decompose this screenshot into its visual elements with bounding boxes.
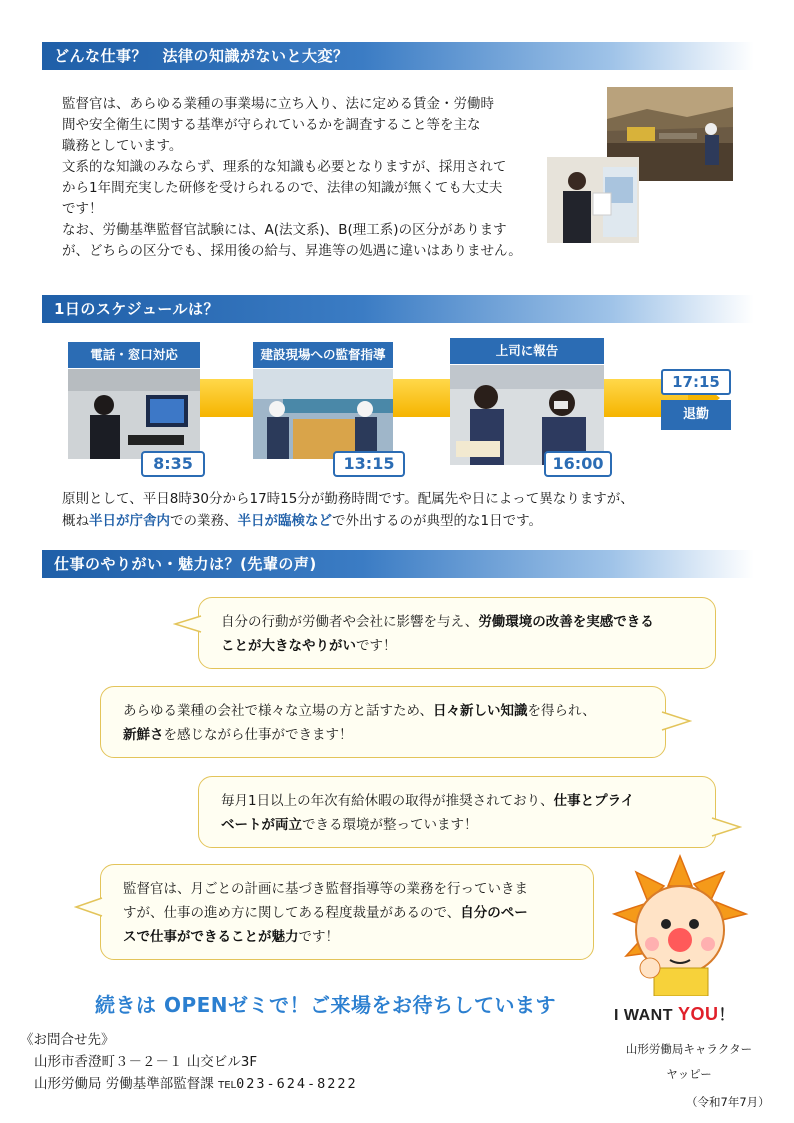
job-line: 文系的な知識のみならず、理系的な知識も必要となりますが、採用されて — [62, 159, 507, 175]
i-want-you-slogan — [614, 1002, 735, 1025]
bubble-tail — [710, 816, 742, 838]
voice-bubble — [198, 776, 716, 848]
summary-highlight: 半日が臨検など — [237, 513, 332, 529]
summary-text: での業務、 — [170, 513, 238, 529]
voice-text: あらゆる業種の会社で様々な立場の方と話すため、 — [123, 703, 433, 719]
voice-bubble — [198, 597, 716, 669]
section-heading-rewards: 仕事のやりがい・魅力は？(先輩の声) — [42, 550, 754, 578]
schedule-time-badge: 16:00 — [544, 451, 612, 477]
voice-emphasis: 自分のペー — [460, 905, 528, 921]
contact-office-line — [20, 1073, 358, 1097]
summary-text: 概ね — [62, 513, 89, 529]
summary-text: で外出するのが典型的な1日です。 — [332, 513, 543, 529]
job-description — [62, 94, 552, 262]
issue-date: （令和7年7月） — [686, 1095, 770, 1109]
voice-emphasis: 労働環境の改善を実感できる — [478, 614, 654, 630]
section-heading-schedule: 1日のスケジュールは？ — [42, 295, 754, 323]
job-line: が、どちらの区分でも、採用後の給与、昇進等の処遇に違いはありません。 — [62, 243, 522, 259]
summary-highlight: 半日が庁舎内 — [89, 513, 170, 529]
bubble-tail — [173, 614, 203, 634]
character-caption: 山形労働局キャラクター — [625, 1042, 753, 1056]
yappy-mascot — [606, 852, 754, 996]
voice-text: できる環境が整っています！ — [302, 817, 478, 833]
voice-text: を得られ、 — [527, 703, 596, 719]
contact-block — [20, 1029, 358, 1097]
voice-emphasis: スで仕事ができることが魅力 — [123, 929, 299, 945]
slogan-text: I WANT — [614, 1007, 678, 1024]
section-heading-job: どんな仕事？ 法律の知識がないと大変？ — [42, 42, 754, 70]
contact-address: 山形市香澄町３－２－１ 山交ビル3F — [34, 1054, 258, 1070]
job-line: 監督官は、あらゆる業種の事業場に立ち入り、法に定める賃金・労働時 — [62, 96, 494, 112]
voice-text: を感じながら仕事ができます！ — [163, 727, 353, 743]
construction-inspection-photo — [253, 369, 393, 459]
voice-emphasis: ことが大きなやりがい — [221, 638, 356, 654]
voice-bubble — [100, 864, 594, 960]
voice-emphasis: 新鮮さ — [123, 727, 164, 743]
job-line: 職務としています。 — [62, 138, 183, 154]
job-line: です！ — [62, 201, 103, 217]
schedule-time-badge: 13:15 — [333, 451, 405, 477]
voice-emphasis: 仕事とプライ — [553, 793, 635, 809]
phone-window-photo — [68, 369, 200, 459]
character-name: ヤッピー — [666, 1067, 712, 1081]
slogan-you: YOU — [677, 1004, 719, 1024]
voice-bubble — [100, 686, 666, 758]
job-line: なお、労働基準監督官試験には、A(法文系)、B(理工系)の区分があります — [62, 222, 507, 238]
slogan-text: ！ — [718, 1007, 735, 1024]
bubble-tail — [660, 710, 692, 732]
end-time-badge: 17:15 — [661, 369, 731, 395]
voice-emphasis: 日々新しい知識 — [432, 703, 528, 719]
voice-text: です！ — [356, 638, 397, 654]
job-line: 間や安全衛生に関する基準が守られているかを調査すること等を主な — [62, 117, 481, 133]
open-seminar-cta: 続きは OPENゼミで！ご来場をお待ちしています — [95, 993, 557, 1017]
presenter-photo — [547, 157, 639, 243]
schedule-summary-line2 — [62, 510, 762, 532]
tel-prefix: TEL — [218, 1080, 237, 1091]
schedule-summary-line1: 原則として、平日8時30分から17時15分が勤務時間です。配属先や日によって異なりますが、 — [62, 491, 634, 507]
contact-tel: 023-624-8222 — [236, 1076, 358, 1092]
voice-text: です！ — [298, 929, 339, 945]
report-to-boss-photo — [450, 365, 604, 465]
voice-text: 監督官は、月ごとの計画に基づき監督指導等の業務を行っていきま — [123, 881, 528, 897]
schedule-summary — [62, 488, 762, 532]
schedule-step-label: 上司に報告 — [450, 338, 604, 364]
voice-text: すが、仕事の進め方に関してある程度裁量があるので、 — [123, 905, 461, 921]
schedule-time-badge: 8:35 — [141, 451, 205, 477]
schedule-step-label: 建設現場への監督指導 — [253, 342, 393, 368]
voice-text: 毎月1日以上の年次有給休暇の取得が推奨されており、 — [221, 793, 554, 809]
voice-text: 自分の行動が労働者や会社に影響を与え、 — [221, 614, 479, 630]
voice-emphasis: ベートが両立 — [221, 817, 302, 833]
bubble-tail — [74, 896, 104, 918]
contact-title: 《お問合せ先》 — [20, 1032, 115, 1048]
end-label: 退勤 — [661, 400, 731, 430]
job-line: から1年間充実した研修を受けられるので、法律の知識が無くても大丈夫 — [62, 180, 503, 196]
schedule-step-label: 電話・窓口対応 — [68, 342, 200, 368]
contact-office: 山形労働局 労働基準部監督課 — [34, 1076, 214, 1092]
